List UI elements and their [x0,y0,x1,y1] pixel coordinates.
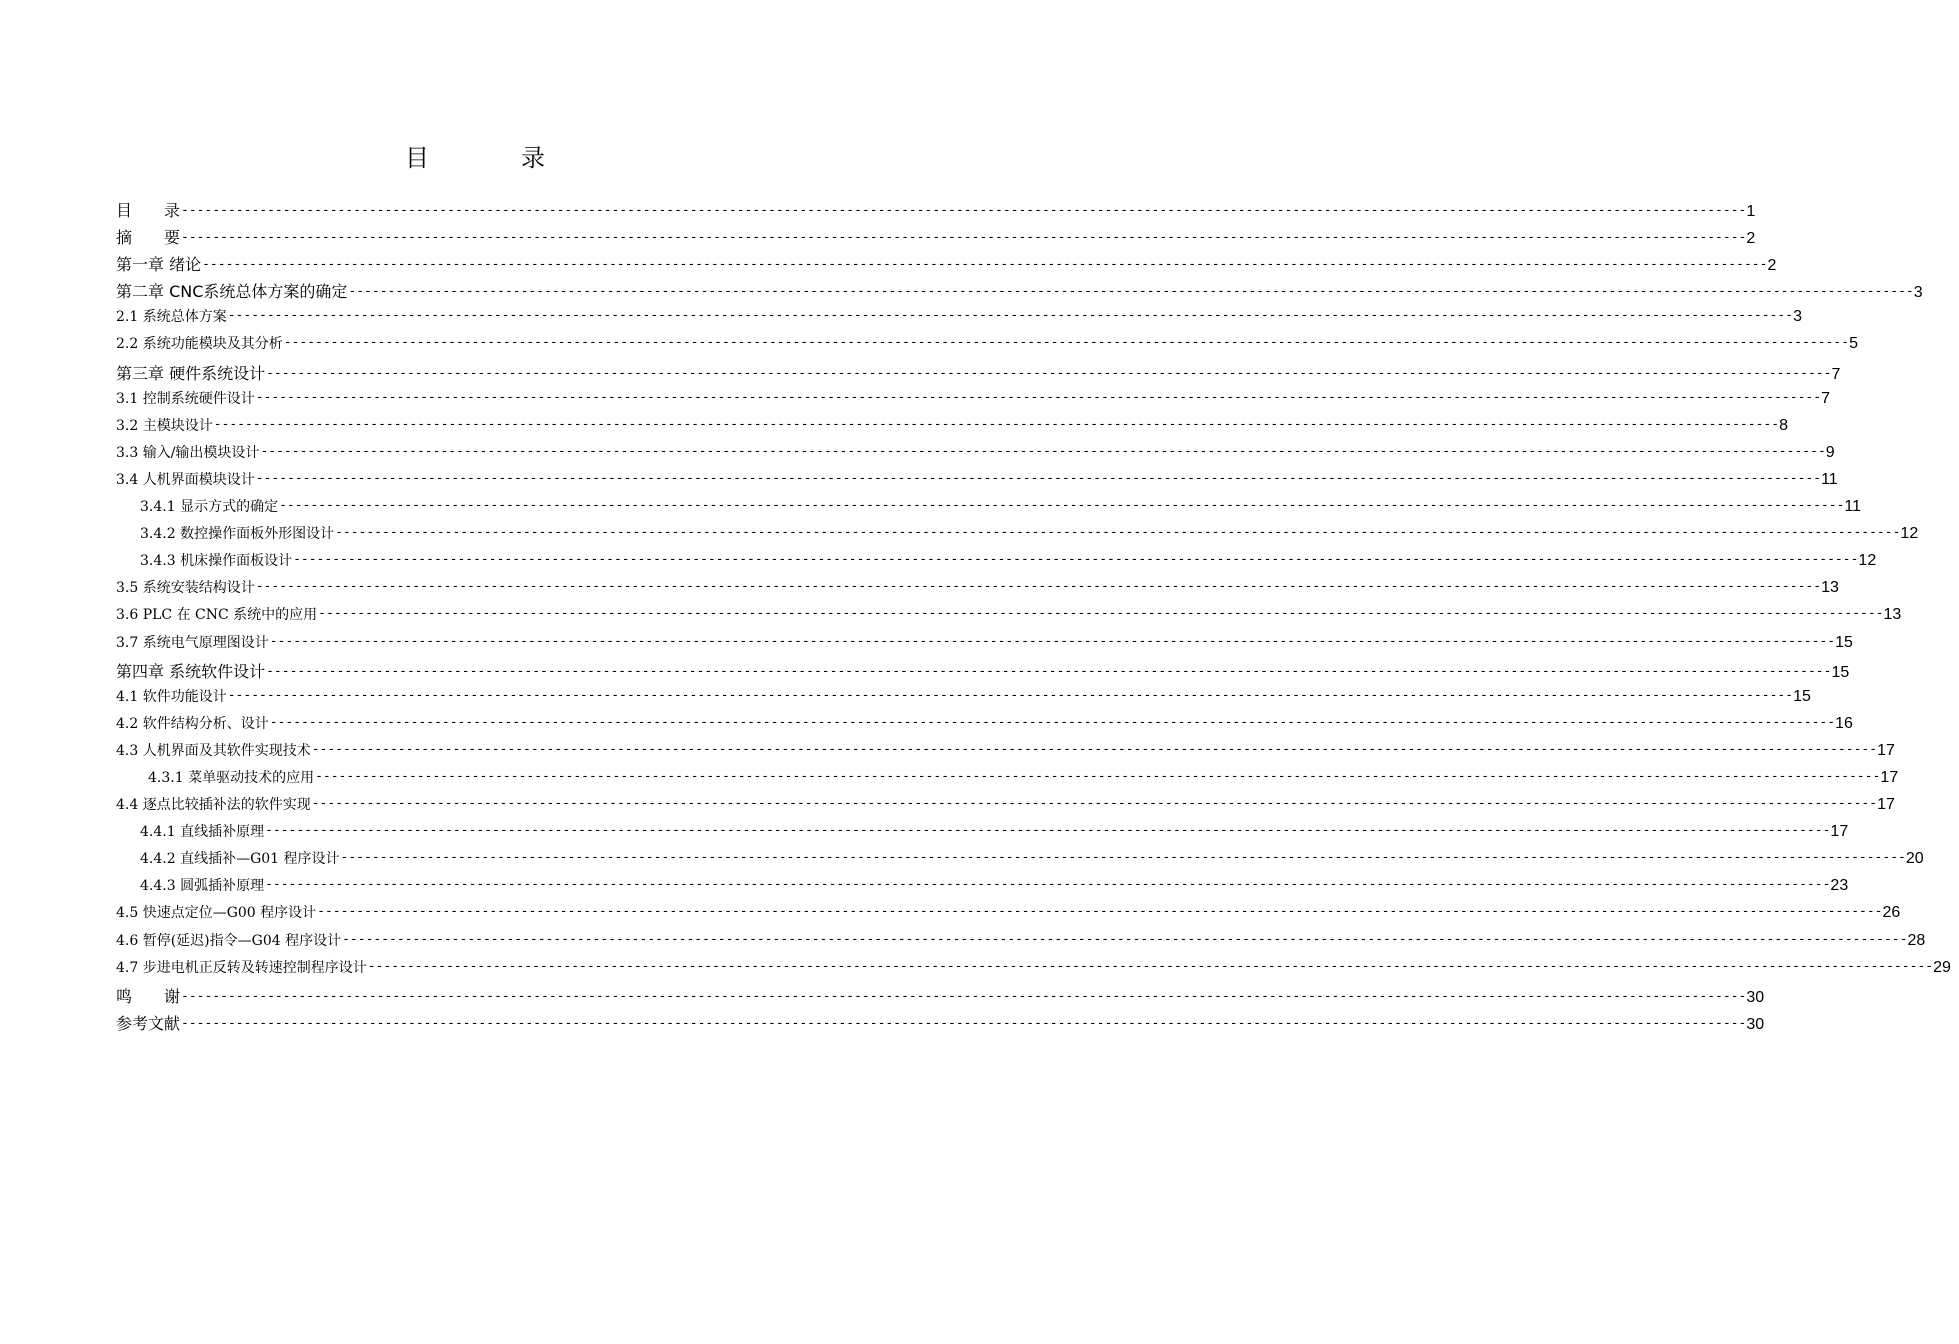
toc-entry[interactable] [116,469,1838,496]
toc-entry-label: 3.7 系统电气原理图设计 [116,634,269,651]
toc-entry[interactable] [116,794,1895,821]
toc-entry[interactable] [116,523,1919,550]
toc-entry-page-number: 30 [1746,1015,1765,1033]
toc-entry-label: 4.1 软件功能设计 [116,688,227,705]
toc-entry-label: 第二章 CNC系统总体方案的确定 [116,282,348,302]
toc-entry-page-number: 15 [1793,687,1811,705]
toc-entry-page-number: 11 [1821,470,1838,488]
toc-entry-page-number: 28 [1907,931,1926,949]
toc-entry-page-number: 3 [1793,308,1802,326]
toc-entry[interactable] [116,415,1788,442]
toc-dot-leader: -------------------------------------------------------------------------------------------------------------------------------------------------------------------------------------------------------- [255,470,1822,486]
toc-entry[interactable] [116,957,1951,984]
toc-entry-page-number: 9 [1825,443,1835,461]
toc-dot-leader: -------------------------------------------------------------------------------------------------------------------------------------------------------------------------------------------------------- [335,525,1901,541]
toc-entry-label: 2.1 系统总体方案 [116,309,227,326]
toc-entry-label: 2.2 系统功能模块及其分析 [116,336,283,353]
toc-dot-leader: -------------------------------------------------------------------------------------------------------------------------------------------------------------------------------------------------------- [202,257,1768,273]
toc-dot-leader: -------------------------------------------------------------------------------------------------------------------------------------------------------------------------------------------------------- [181,203,1747,218]
toc-entry-label: 4.2 软件结构分析、设计 [116,715,269,732]
toc-entry-label: 4.4.2 直线插补—G01 程序设计 [140,851,340,868]
toc-entry[interactable] [116,604,1902,631]
toc-entry[interactable] [116,442,1835,469]
toc-entry[interactable] [116,198,1756,225]
toc-entry-label: 鸣 谢 [116,986,181,1006]
toc-entry-page-number: 12 [1900,525,1919,543]
toc-entry-label: 4.3.1 菜单驱动技术的应用 [148,769,315,786]
toc-dot-leader: -------------------------------------------------------------------------------------------------------------------------------------------------------------------------------------------------------- [279,498,1845,514]
toc-entry[interactable] [116,496,1862,523]
toc-entry-page-number: 3 [1913,284,1923,302]
toc-dot-leader: -------------------------------------------------------------------------------------------------------------------------------------------------------------------------------------------------------- [255,389,1822,405]
toc-entry-page-number: 26 [1882,904,1901,922]
toc-entry[interactable] [116,821,1849,848]
toc-entry-label: 摘 要 [116,228,181,248]
toc-entry-label: 3.6 PLC 在 CNC 系统中的应用 [116,607,318,624]
toc-entry-label: 第三章 硬件系统设计 [116,363,266,383]
toc-dot-leader: -------------------------------------------------------------------------------------------------------------------------------------------------------------------------------------------------------- [227,308,1794,324]
toc-entry-label: 3.4.1 显示方式的确定 [140,499,279,516]
toc-dot-leader: -------------------------------------------------------------------------------------------------------------------------------------------------------------------------------------------------------- [266,663,1832,679]
toc-dot-leader: -------------------------------------------------------------------------------------------------------------------------------------------------------------------------------------------------------- [317,904,1883,920]
toc-entry-page-number: 8 [1779,416,1788,434]
toc-entry-label: 3.3 输入/输出模块设计 [116,444,260,461]
toc-entry[interactable] [116,875,1849,902]
toc-entry-page-number: 2 [1767,257,1777,275]
toc-entry-page-number: 12 [1858,552,1877,570]
toc-dot-leader: -------------------------------------------------------------------------------------------------------------------------------------------------------------------------------------------------------- [311,796,1878,812]
toc-entry-page-number: 11 [1844,498,1862,516]
toc-entry-page-number: 20 [1905,850,1924,868]
toc-entry-label: 4.6 暂停(延迟)指令—G04 程序设计 [116,932,342,949]
toc-dot-leader: -------------------------------------------------------------------------------------------------------------------------------------------------------------------------------------------------------- [318,606,1884,622]
toc-dot-leader: -------------------------------------------------------------------------------------------------------------------------------------------------------------------------------------------------------- [213,416,1780,432]
toc-entry-page-number: 17 [1830,823,1849,841]
toc-dot-leader: -------------------------------------------------------------------------------------------------------------------------------------------------------------------------------------------------------- [367,958,1934,974]
toc-dot-leader: -------------------------------------------------------------------------------------------------------------------------------------------------------------------------------------------------------- [269,714,1836,730]
toc-entry-label: 目 录 [116,201,181,220]
toc-entry-label: 第一章 绪论 [116,255,202,275]
toc-entry-label: 3.4.3 机床操作面板设计 [140,553,293,570]
toc-entry-page-number: 17 [1877,796,1895,814]
toc-entry-page-number: 29 [1933,958,1951,976]
toc-entry[interactable] [116,848,1924,875]
toc-entry-label: 4.4.3 圆弧插补原理 [140,878,265,895]
toc-dot-leader: -------------------------------------------------------------------------------------------------------------------------------------------------------------------------------------------------------- [181,988,1747,1004]
toc-entry[interactable] [116,225,1756,252]
toc-entry-page-number: 2 [1746,230,1756,248]
toc-entry-label: 3.4.2 数控操作面板外形图设计 [140,526,335,543]
toc-entry[interactable] [116,686,1811,713]
toc-dot-leader: -------------------------------------------------------------------------------------------------------------------------------------------------------------------------------------------------------- [227,687,1794,703]
toc-entry-page-number: 15 [1831,663,1850,681]
toc-entry-label: 3.4 人机界面模块设计 [116,471,255,488]
toc-dot-leader: -------------------------------------------------------------------------------------------------------------------------------------------------------------------------------------------------------- [265,823,1831,839]
toc-dot-leader: -------------------------------------------------------------------------------------------------------------------------------------------------------------------------------------------------------- [293,552,1859,568]
toc-entry-page-number: 23 [1830,877,1849,895]
toc-entry-label: 4.5 快速点定位—G00 程序设计 [116,905,317,922]
toc-dot-leader: -------------------------------------------------------------------------------------------------------------------------------------------------------------------------------------------------------- [342,931,1908,947]
toc-entry[interactable] [116,252,1777,279]
toc-entry[interactable] [116,984,1765,1011]
toc-entry-page-number: 7 [1831,365,1841,383]
table-of-contents [116,198,1951,1038]
toc-entry-label: 4.4.1 直线插补原理 [140,824,265,841]
toc-entry-label: 3.5 系统安装结构设计 [116,580,255,597]
toc-entry[interactable] [116,279,1923,306]
toc-entry-page-number: 30 [1746,988,1765,1006]
toc-entry[interactable] [116,713,1853,740]
toc-dot-leader: -------------------------------------------------------------------------------------------------------------------------------------------------------------------------------------------------------- [311,741,1878,757]
toc-entry[interactable] [116,767,1899,794]
toc-dot-leader: -------------------------------------------------------------------------------------------------------------------------------------------------------------------------------------------------------- [340,850,1906,866]
toc-dot-leader: -------------------------------------------------------------------------------------------------------------------------------------------------------------------------------------------------------- [315,768,1881,784]
toc-entry-page-number: 17 [1877,741,1895,759]
toc-entry[interactable] [116,1011,1765,1038]
toc-entry-label: 3.1 控制系统硬件设计 [116,390,255,407]
toc-dot-leader: -------------------------------------------------------------------------------------------------------------------------------------------------------------------------------------------------------- [265,877,1831,893]
toc-entry[interactable] [116,902,1901,929]
toc-dot-leader: -------------------------------------------------------------------------------------------------------------------------------------------------------------------------------------------------------- [181,230,1747,246]
toc-entry-label: 第四章 系统软件设计 [116,661,266,681]
toc-entry-page-number: 13 [1821,579,1839,597]
toc-entry[interactable] [116,550,1877,577]
toc-entry-page-number: 16 [1835,714,1853,732]
toc-entry-label: 3.2 主模块设计 [116,417,213,434]
toc-entry[interactable] [116,361,1841,388]
toc-entry[interactable] [116,659,1850,686]
toc-entry[interactable] [116,333,1858,360]
toc-dot-leader: -------------------------------------------------------------------------------------------------------------------------------------------------------------------------------------------------------- [181,1015,1747,1031]
toc-entry-page-number: 15 [1835,633,1853,651]
toc-entry-label: 4.3 人机界面及其软件实现技术 [116,742,311,759]
toc-entry-page-number: 13 [1883,606,1902,624]
toc-dot-leader: -------------------------------------------------------------------------------------------------------------------------------------------------------------------------------------------------------- [348,284,1914,300]
toc-entry-page-number: 1 [1746,203,1756,220]
toc-dot-leader: -------------------------------------------------------------------------------------------------------------------------------------------------------------------------------------------------------- [260,443,1826,459]
toc-dot-leader: -------------------------------------------------------------------------------------------------------------------------------------------------------------------------------------------------------- [283,335,1850,351]
page-title: 目 录 [405,144,579,172]
toc-entry-label: 参考文献 [116,1013,181,1033]
toc-entry[interactable] [116,740,1895,767]
toc-entry[interactable] [116,388,1830,415]
toc-entry-label: 4.7 步进电机正反转及转速控制程序设计 [116,959,367,976]
toc-dot-leader: -------------------------------------------------------------------------------------------------------------------------------------------------------------------------------------------------------- [269,633,1836,649]
toc-entry-page-number: 7 [1821,389,1830,407]
toc-dot-leader: -------------------------------------------------------------------------------------------------------------------------------------------------------------------------------------------------------- [266,365,1832,381]
toc-dot-leader: -------------------------------------------------------------------------------------------------------------------------------------------------------------------------------------------------------- [255,579,1822,595]
toc-entry-page-number: 17 [1880,768,1899,786]
toc-entry[interactable] [116,632,1853,659]
toc-entry[interactable] [116,306,1802,333]
toc-entry[interactable] [116,930,1926,957]
toc-entry-page-number: 5 [1849,335,1858,353]
toc-entry-label: 4.4 逐点比较插补法的软件实现 [116,797,311,814]
toc-entry[interactable] [116,577,1839,604]
